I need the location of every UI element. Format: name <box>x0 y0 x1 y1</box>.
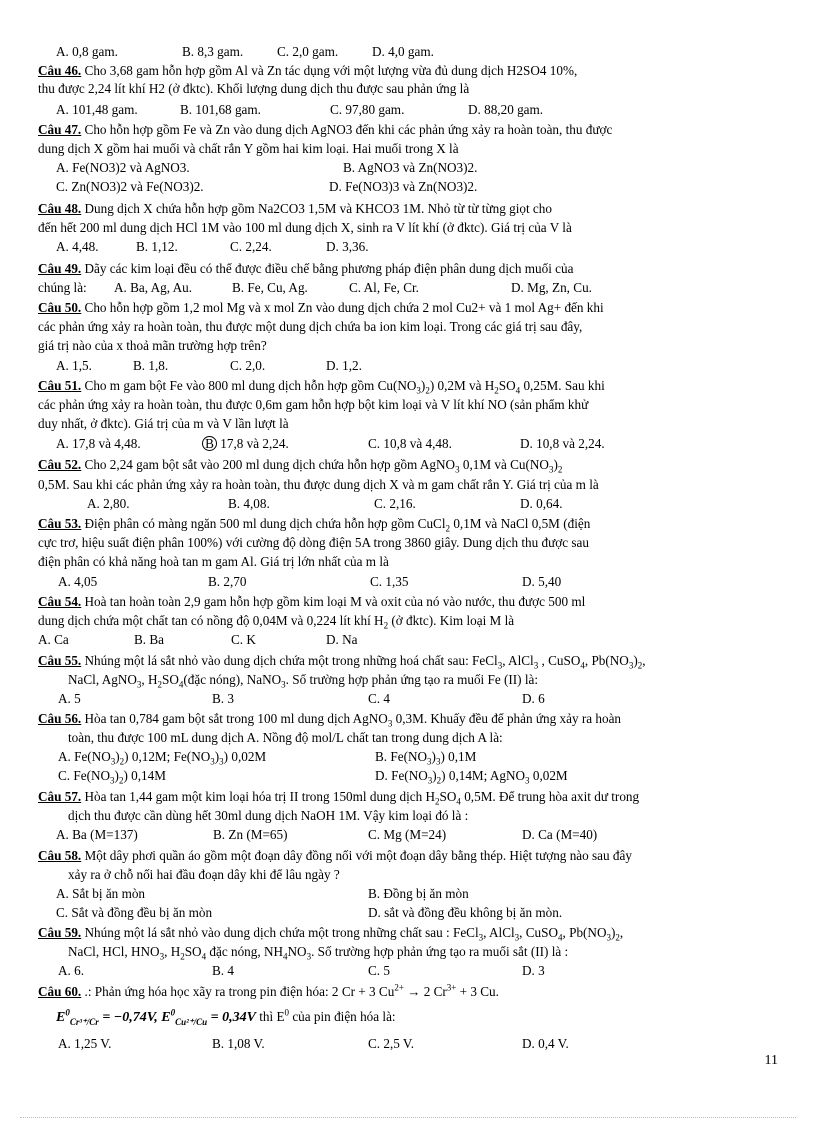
option-text: ) 0,02M <box>223 749 267 764</box>
option-text: ) 0,1M <box>440 749 477 764</box>
question-text: Nhúng một lá sắt nhỏ vào dung dịch chứa một trong những hoá chất sau: FeCl <box>81 653 498 668</box>
option-d: D. Fe(NO3)3 và Zn(NO3)2. <box>329 179 478 194</box>
question-text: . Số trường hợp phản ứng tạo ra muối sắt (II) là : <box>311 944 569 959</box>
option-c: C. Al, Fe, Cr. <box>349 280 419 295</box>
option-c: C. K <box>231 632 256 647</box>
option-a: A. $Fe(NO_3)_2$) 0,12M; $Fe(NO_3)_3$) 0,02M <box>58 749 267 767</box>
question-text: Hòa tan 0,784 gam bột sắt trong 100 ml dung dịch AgNO <box>81 711 388 726</box>
option-d: D. 5,40 <box>522 574 562 589</box>
q53-line3: điện phân có khả năng hoà tan m gam Al. Giá trị lớn nhất của m là <box>38 554 389 569</box>
question-label: Câu 47. <box>38 122 82 137</box>
option-text: A. Fe(NO <box>58 749 111 764</box>
option-c: C. 2,5 V. <box>368 1036 415 1051</box>
q56-line1: Câu 56. Hòa tan 0,784 gam bột sắt trong 100 ml dung dịch AgNO$_3$ 0,3M. Khuấy đều để phản ứng xảy ra hoàn <box>38 711 622 729</box>
question-text: Dung dịch X chứa hỗn hợp gồm Na2CO3 1,5M và KHCO3 1M. Nhỏ từ từ từng giọt cho <box>81 201 552 216</box>
question-label: Câu 51. <box>38 378 82 393</box>
question-text: .: Phản ứng hóa học xãy ra trong pin điện hóa: 2 Cr + 3 Cu <box>81 984 395 999</box>
question-label: Câu 48. <box>38 201 82 216</box>
question-text: Hoà tan hoàn toàn 2,9 gam hỗn hợp gồm kim loại M và oxit của nó vào nước, thu được 500 ml <box>81 594 586 609</box>
option-a: A. Fe(NO3)2 và AgNO3. <box>56 160 190 175</box>
option-b: B. AgNO3 và Zn(NO3)2. <box>343 160 478 175</box>
question-text: dung dịch chứa một chất tan có nồng độ 0,04M và 0,224 lít khí H <box>38 613 384 628</box>
question-text: NaCl, AgNO <box>68 672 137 687</box>
q52-line1: Câu 52. Cho 2,24 gam bột sắt vào 200 ml dung dịch chứa hỗn hợp gồm AgNO$_3$ 0,1M và $Cu(NO_3)_2$ <box>38 457 563 475</box>
option-c: C. 5 <box>368 963 390 978</box>
option-d: D. Ca (M=40) <box>522 827 598 842</box>
q54-line2: dung dịch chứa một chất tan có nồng độ 0,04M và 0,224 lít khí $H_2$ (ở đktc). Kim loại M là <box>38 613 515 631</box>
question-text: Cho 3,68 gam hỗn hợp gồm Al và Zn tác dụng với một lượng vừa đủ dung dịch H2SO4 10%, <box>81 63 578 78</box>
q57-line2: dịch thu được cần dùng hết 30ml dung dịch NaOH 1M. Vậy kim loại đó là : <box>68 808 469 823</box>
circled-answer-mark: B <box>202 436 217 451</box>
question-text: , CuSO <box>538 653 581 668</box>
question-text: thì E <box>255 1009 285 1024</box>
option-b: B. 1,12. <box>136 239 178 254</box>
question-text: ) 0,2M và H <box>429 378 495 393</box>
question-text: Cho hỗn hợp gồm 1,2 mol Mg và x mol Zn vào dung dịch chứa 2 mol Cu2+ và 1 mol Ag+ đến khi <box>81 300 604 315</box>
option-a: A. 4,48. <box>56 239 99 254</box>
option-a: A. 2,80. <box>87 496 130 511</box>
question-text: Dãy các kim loại đều có thể được điều chế bằng phương pháp điện phân dung dịch muối của <box>81 261 574 276</box>
option-a: A. 1,5. <box>56 358 92 373</box>
q51-line2: các phản ứng xảy ra hoàn toàn, thu được 0,6m gam hỗn hợp bột kim loại và V lít khí NO (sản phẩm khử <box>38 397 589 412</box>
q58-line2: xảy ra ở chỗ nối hai đầu đoạn dây khi để lâu ngày ? <box>68 867 340 882</box>
question-label: Câu 49. <box>38 261 82 276</box>
q59-line1: Câu 59. Nhúng một lá sắt nhỏ vào dung dịch chứa một trong những chất sau : FeCl$_3$, AlCl$_3$, CuSO$_4$, $Pb(NO_3)_2$, <box>38 925 624 943</box>
q58-line1 <box>38 847 632 864</box>
question-text: , <box>642 653 646 668</box>
question-text: Điện phân có màng ngăn 500 ml dung dịch chứa hỗn hợp gồm CuCl <box>81 516 446 531</box>
option-d: D. $Fe(NO_3)_2$) 0,14M; AgNO$_3$ 0,02M <box>375 768 568 786</box>
question-text: 0,25M. Sau khi <box>520 378 605 393</box>
option-b: B. Zn (M=65) <box>213 827 288 842</box>
option-c: C. 2,0. <box>230 358 266 373</box>
question-text: ) <box>610 925 616 940</box>
option-b: B. 4,08. <box>228 496 270 511</box>
question-label: Câu 58. <box>38 848 82 863</box>
q56-line2: toàn, thu được 100 mL dung dịch A. Nồng độ mol/L chất tan trong dung dịch A là: <box>68 730 503 745</box>
question-text: , Pb(NO <box>562 925 607 940</box>
option-c: C. 2,0 gam. <box>277 44 339 59</box>
question-text: , H <box>141 672 158 687</box>
question-text: 0,1M và NaCl 0,5M (điện <box>450 516 591 531</box>
question-text: Cho hỗn hợp gồm Fe và Zn vào dung dịch AgNO3 đến khi các phản ứng xảy ra hoàn toàn, thu được <box>81 122 613 137</box>
option-b: B. 8,3 gam. <box>182 44 244 59</box>
q52-line2: 0,5M. Sau khi các phản ứng xảy ra hoàn toàn, thu được dung dịch X và m gam chất rắn Y. Giá trị của m là <box>38 477 599 492</box>
option-text: 17,8 và 2,24. <box>220 436 289 451</box>
option-b: B. $Fe(NO_3)_3$) 0,1M <box>375 749 477 767</box>
q53-line2: cực trơ, hiệu suất điện phân 100%) với cường độ dòng điện 5A trong 3860 giây. Dung dịch thu được sau <box>38 535 589 550</box>
question-text: , AlCl <box>483 925 515 940</box>
question-text: SO <box>498 378 516 393</box>
option-a: A. 17,8 và 4,48. <box>56 436 141 451</box>
option-a: A. 6. <box>58 963 85 978</box>
option-d: D. 3 <box>522 963 545 978</box>
question-label: Câu 46. <box>38 63 82 78</box>
q46-line1 <box>38 62 577 79</box>
option-c: C. 2,16. <box>374 496 416 511</box>
option-c: C. $Fe(NO_3)_2$) 0,14M <box>58 768 166 786</box>
q50-line1 <box>38 299 604 316</box>
option-d: D. Na <box>326 632 358 647</box>
option-b: B. 2,70 <box>208 574 247 589</box>
question-text: SO <box>184 944 202 959</box>
option-c: C. 4 <box>368 691 390 706</box>
question-text: ) <box>633 653 638 668</box>
question-label: Câu 50. <box>38 300 82 315</box>
option-a: A. Ba, Ag, Au. <box>114 280 193 295</box>
option-a: A. 4,05 <box>58 574 98 589</box>
q48-line1 <box>38 200 552 217</box>
option-a: A. Ba (M=137) <box>56 827 138 842</box>
option-b: B. 101,68 gam. <box>180 102 261 117</box>
option-d: D. 3,36. <box>326 239 369 254</box>
formula-text: E <box>56 1010 66 1025</box>
question-text: + 3 Cu. <box>456 984 499 999</box>
option-c: C. Zn(NO3)2 và Fe(NO3)2. <box>56 179 204 194</box>
option-d: D. 10,8 và 2,24. <box>520 436 605 451</box>
question-text: , H <box>164 944 181 959</box>
question-text: Hòa tan 1,44 gam một kim loại hóa trị II trong 150ml dung dịch H <box>81 789 436 804</box>
q60-line1: Câu 60. .: Phản ứng hóa học xãy ra trong pin điện hóa: 2 Cr + 3 $Cu^{2+} \to 2$ $Cr^{3+} + 3$ Cu. <box>38 982 499 999</box>
option-c: C. 2,24. <box>230 239 272 254</box>
question-text: , Pb(NO <box>584 653 629 668</box>
option-a: A. Ca <box>38 632 69 647</box>
option-text: ) 0,12M; Fe(NO <box>124 749 211 764</box>
option-d: D. 0,64. <box>520 496 563 511</box>
question-text: NO <box>287 944 307 959</box>
q54-line1 <box>38 593 585 610</box>
question-text: SO <box>162 672 179 687</box>
option-c: C. Sắt và đồng đều bị ăn mòn <box>56 905 213 920</box>
option-text: ) 0,14M; AgNO <box>441 768 526 783</box>
q51-line1: Câu 51. Cho m gam bột Fe vào 800 ml dung dịch hỗn hợp gồm $Cu(NO_3)_2$) 0,2M và $H_2SO_4$ 0,25M. Sau khi <box>38 378 605 396</box>
question-label: Câu 53. <box>38 516 82 531</box>
option-a: A. Sắt bị ăn mòn <box>56 886 146 901</box>
q49-line2 <box>38 279 592 296</box>
question-text: . Số trường hợp phản ứng tạo ra muối Fe (II) là: <box>285 672 539 687</box>
option-a: A. 5 <box>58 691 81 706</box>
option-a: A. 0,8 gam. <box>56 44 118 59</box>
q53-line1: Câu 53. Điện phân có màng ngăn 500 ml dung dịch chứa hỗn hợp gồm CuCl$_2$ 0,1M và NaCl 0,5M (điện <box>38 516 591 534</box>
option-b: B. 3 <box>212 691 234 706</box>
q59-line2: NaCl, HCl, $HNO_3$, $H_2SO_4$ đặc nóng, $NH_4NO_3$. Số trường hợp phản ứng tạo ra muối sắt (II) là : <box>68 944 569 962</box>
question-label: Câu 60. <box>38 984 82 999</box>
q60-line2: $E^0_{Cr^{3+}/Cr} = -0,74V$, $E^0_{Cu^{2+}/Cu} = 0,34V$ thì $E^0$ của pin điện hóa là: <box>56 1007 396 1027</box>
standard-potential-formula: $E^0_{Cr^{3+}/Cr} = -0,74V$, $E^0_{Cu^{2+}/Cu} = 0,34V$ <box>56 1007 256 1027</box>
footer-divider <box>20 1117 796 1118</box>
option-b: B. Fe, Cu, Ag. <box>232 280 308 295</box>
question-text: Cho 2,24 gam bột sắt vào 200 ml dung dịch chứa hỗn hợp gồm AgNO <box>81 457 456 472</box>
question-text: ) <box>553 457 558 472</box>
formula-text: = 0,34V <box>207 1010 256 1025</box>
page-number: 11 <box>764 1053 778 1068</box>
option-b: B. Đồng bị ăn mòn <box>368 886 469 901</box>
question-text: , <box>619 925 624 940</box>
question-label: Câu 59. <box>38 925 82 940</box>
q46-line2: thu được 2,24 lít khí H2 (ở đktc). Khối lượng dung dịch thu được sau phản ứng là <box>38 81 470 96</box>
option-b: B. 1,08 V. <box>212 1036 265 1051</box>
question-text: của pin điện hóa là: <box>289 1009 396 1024</box>
question-text: Cho m gam bột Fe vào 800 ml dung dịch hỗn hợp gồm Cu(NO <box>81 378 417 393</box>
q50-line3: giá trị nào của x thoả mãn trường hợp trên? <box>38 338 267 353</box>
question-text: Nhúng một lá sắt nhỏ vào dung dịch chứa một trong những chất sau : FeCl <box>81 925 479 940</box>
option-b <box>202 435 289 452</box>
option-text: D. Fe(NO <box>375 768 428 783</box>
question-text: chúng là: <box>38 280 87 295</box>
option-text: B. Fe(NO <box>375 749 428 764</box>
question-text: (ở đktc). Kim loại M là <box>388 613 515 628</box>
option-c: C. 1,35 <box>370 574 409 589</box>
question-label: Câu 55. <box>38 653 82 668</box>
question-text: đặc nóng, NH <box>206 944 283 959</box>
question-text: 0,3M. Khuấy đều để phản ứng xảy ra hoàn <box>392 711 622 726</box>
option-text: 0,02M <box>529 768 568 783</box>
option-c: C. 97,80 gam. <box>330 102 405 117</box>
option-b: B. Ba <box>134 632 165 647</box>
question-text: , CuSO <box>519 925 559 940</box>
q57-line1: Câu 57. Hòa tan 1,44 gam một kim loại hóa trị II trong 150ml dung dịch $H_2SO_4$ 0,5M. Để trung hòa axit dư trong <box>38 789 640 807</box>
option-a: A. 1,25 V. <box>58 1036 112 1051</box>
option-b: B. 4 <box>212 963 234 978</box>
formula-text: = −0,74V, E <box>98 1010 171 1025</box>
q55-line1: Câu 55. Nhúng một lá sắt nhỏ vào dung dịch chứa một trong những hoá chất sau: FeCl$_3$, AlCl$_3$ , CuSO$_4$, $Pb(NO_3)_2$, <box>38 653 646 671</box>
option-d: D. sắt và đồng đều không bị ăn mòn. <box>368 905 563 920</box>
q49-line1 <box>38 260 573 277</box>
q48-line2: đến hết 200 ml dung dịch HCl 1M vào 100 ml dung dịch X, sinh ra V lít khí (ở đktc). Giá trị của V là <box>38 220 572 235</box>
question-label: Câu 54. <box>38 594 82 609</box>
question-text: , AlCl <box>502 653 534 668</box>
option-d: D. 0,4 V. <box>522 1036 569 1051</box>
question-text: 0,1M và Cu(NO <box>459 457 549 472</box>
option-c: C. Mg (M=24) <box>368 827 447 842</box>
question-label: Câu 57. <box>38 789 82 804</box>
question-label: Câu 52. <box>38 457 82 472</box>
option-a: A. 101,48 gam. <box>56 102 138 117</box>
option-c: C. 10,8 và 4,48. <box>368 436 452 451</box>
option-text: ) 0,14M <box>123 768 166 783</box>
question-text: Một dây phơi quần áo gồm một đoạn dây đồng nối với một đoạn dây bằng thép. Hiệt tượng nào sau đây <box>81 848 632 863</box>
question-text: NaCl, HCl, HNO <box>68 944 160 959</box>
question-text: 0,5M. Để trung hòa axit dư trong <box>460 789 640 804</box>
question-label: Câu 56. <box>38 711 82 726</box>
q50-line2: các phản ứng xảy ra hoàn toàn, thu được một dung dịch chứa ba ion kim loại. Trong các giá trị sau đây, <box>38 319 583 334</box>
q47-line2: dung dịch X gồm hai muối và chất rắn Y gồm hai kim loại. Hai muối trong X là <box>38 141 459 156</box>
question-text: SO <box>439 789 457 804</box>
option-text: C. Fe(NO <box>58 768 111 783</box>
option-d: D. 88,20 gam. <box>468 102 544 117</box>
q51-line3: duy nhất, ở đktc). Giá trị của m và V lần lượt là <box>38 416 289 431</box>
option-d: D. 4,0 gam. <box>372 44 434 59</box>
option-b: B. 1,8. <box>133 358 169 373</box>
option-d: D. Mg, Zn, Cu. <box>511 280 592 295</box>
q47-line1 <box>38 121 612 138</box>
question-text: (đặc nóng), NaNO <box>183 672 282 687</box>
q55-line2: NaCl, AgNO$_3$, $H_2SO_4(đặc$ nóng), NaNO$_3$. Số trường hợp phản ứng tạo ra muối Fe (II) là: <box>68 672 539 690</box>
option-d: D. 6 <box>522 691 545 706</box>
question-text: → 2 Cr <box>403 984 447 999</box>
option-d: D. 1,2. <box>326 358 362 373</box>
